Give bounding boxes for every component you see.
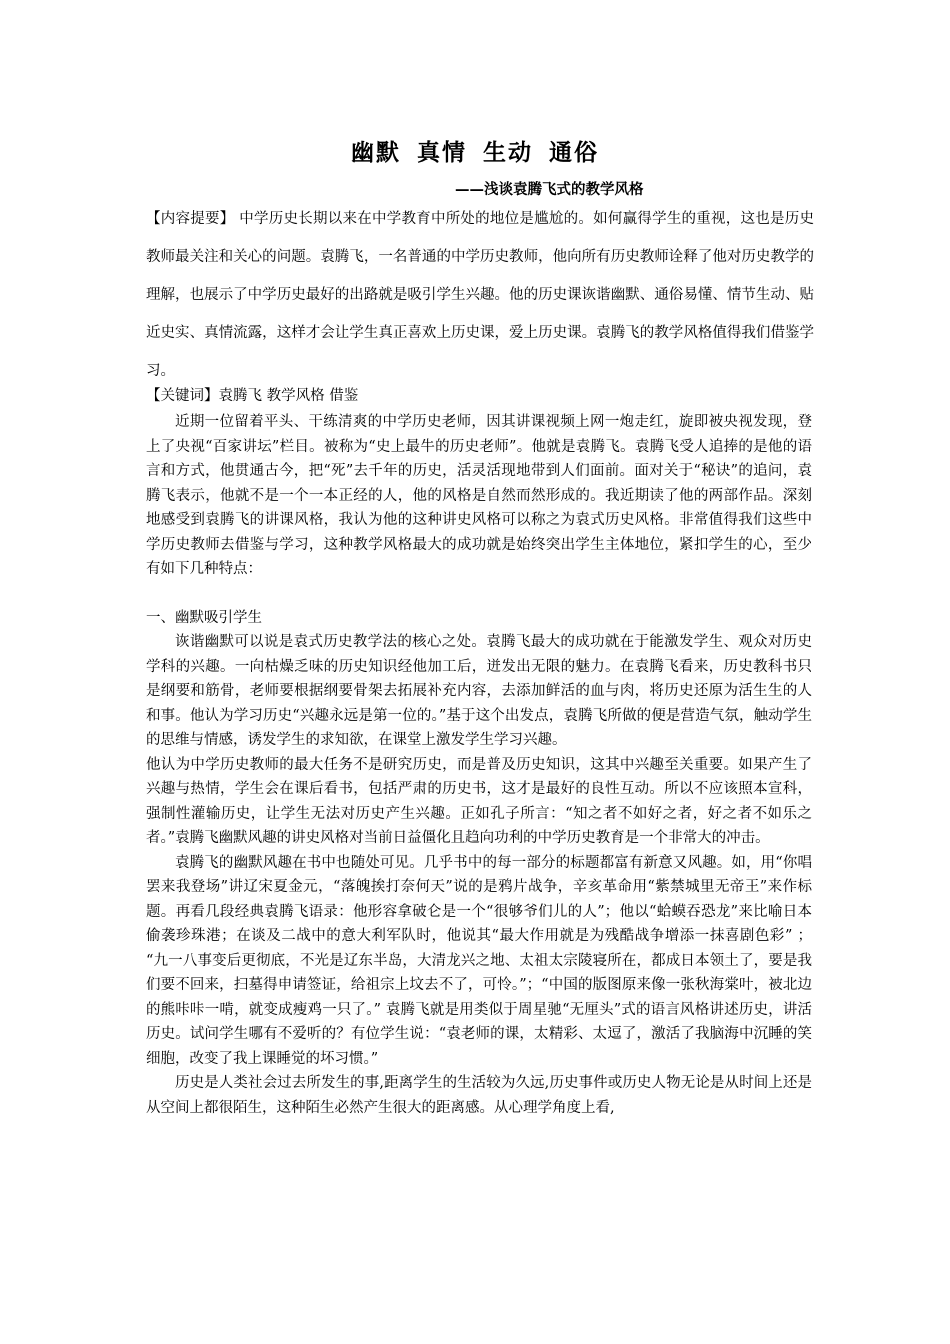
document-subtitle: ——浅谈袁腾飞式的教学风格 xyxy=(455,182,644,198)
section-heading: 一、幽默吸引学生 xyxy=(146,609,262,626)
intro-paragraph: 近期一位留着平头、干练清爽的中学历史老师，因其讲课视频上网一炮走红，旋即被央视发现，登上了央视“百家讲坛”栏目。被称为“史上最牛的历史老师”。他就是袁腾飞。袁腾飞受人追捧的是他的语言和方式，他贯通古今，把“死”去千年的历史，活灵活现地带到人们面前。面对关于“秘诀”的追问，袁腾飞表示，他就不是一个一本正经的人，他的风格是自然而然形成的。我近期读了他的两部作品。深刻地感受到袁腾飞的讲课风格，我认为他的这种讲史风格可以称之为袁式历史风格。非常值得我们这些中学历史教师去借鉴与学习，这种教学风格最大的成功就是始终突出学生主体地位，紧扣学生的心，至少有如下几种特点： xyxy=(146,414,812,577)
document-title: 幽默 真情 生动 通俗 xyxy=(350,140,600,166)
body-paragraph-2: 他认为中学历史教师的最大任务不是研究历史，而是普及历史知识，这其中兴趣至关重要。如果产生了兴趣与热情，学生会在课后看书，包括严肃的历史书，这才是最好的良性互动。所以不应该照本宣科，强制性灌输历史，让学生无法对历史产生兴趣。正如孔子所言：“知之者不如好之者，好之者不如乐之者。”袁腾飞幽默风趣的讲史风格对当前日益僵化且趋向功利的中学历史教育是一个非常大的冲击。 xyxy=(146,756,812,846)
paragraph-spacer xyxy=(146,582,812,606)
keywords-line: 【关键词】袁腾飞 教学风格 借鉴 xyxy=(146,388,359,404)
abstract-paragraph: 【内容提要】 中学历史长期以来在中学教育中所处的地位是尴尬的。如何赢得学生的重视，这也是历史教师最关注和关心的问题。袁腾飞，一名普通的中学历史教师，他向所有历史教师诠释了他对历史教学的理解，也展示了中学历史最好的出路就是吸引学生兴趣。他的历史课诙谐幽默、通俗易懂、情节生动、贴近史实、真情流露，这样才会让学生真正喜欢上历史课，爱上历史课。袁腾飞的教学风格值得我们借鉴学习。 xyxy=(146,211,814,379)
body-paragraph-4: 历史是人类社会过去所发生的事,距离学生的生活较为久远,历史事件或历史人物无论是从时间上还是从空间上都很陌生，这种陌生必然产生很大的距离感。从心理学角度上看, xyxy=(146,1075,812,1116)
article-body xyxy=(146,410,812,1120)
body-paragraph-1: 诙谐幽默可以说是袁式历史教学法的核心之处。袁腾飞最大的成功就在于能激发学生、观众对历史学科的兴趣。一向枯燥乏味的历史知识经他加工后，迸发出无限的魅力。在袁腾飞看来，历史教科书只是纲要和筋骨，老师要根据纲要骨架去拓展补充内容，去添加鲜活的血与肉，将历史还原为活生生的人和事。他认为学习历史“兴趣永远是第一位的。”基于这个出发点，袁腾飞所做的便是营造气氛，触动学生的思维与情感，诱发学生的求知欲，在课堂上激发学生学习兴趣。 xyxy=(146,634,812,748)
body-paragraph-3: 袁腾飞的幽默风趣在书中也随处可见。几乎书中的每一部分的标题都富有新意又风趣。如，用“你唱罢来我登场”讲辽宋夏金元，“落魄挨打奈何天”说的是鸦片战争，辛亥革命用“紫禁城里无帝王”来作标题。再看几段经典袁腾飞语录：他形容拿破仑是一个“很够爷们儿的人”；他以“蛤蟆吞恐龙”来比喻日本偷袭珍珠港；在谈及二战中的意大利军队时，他说其“最大作用就是为残酷战争增添一抹喜剧色彩” ； “九一八事变后更彻底，不光是辽东半岛，大清龙兴之地、太祖太宗陵寝所在，都成日本领土了，要是我们要不回来，扫墓得申请签证，给祖宗上坟去不了，可怜。”；“中国的版图原来像一张秋海棠叶，被北边的熊咔咔一啃，就变成瘦鸡一只了。” 袁腾飞就是用类似于周星驰“无厘头”式的语言风格讲述历史，讲活历史。试问学生哪有不爱听的？有位学生说：“袁老师的课，太精彩、太逗了，激活了我脑海中沉睡的笑细胞，改变了我上课睡觉的坏习惯。” xyxy=(146,854,812,1067)
